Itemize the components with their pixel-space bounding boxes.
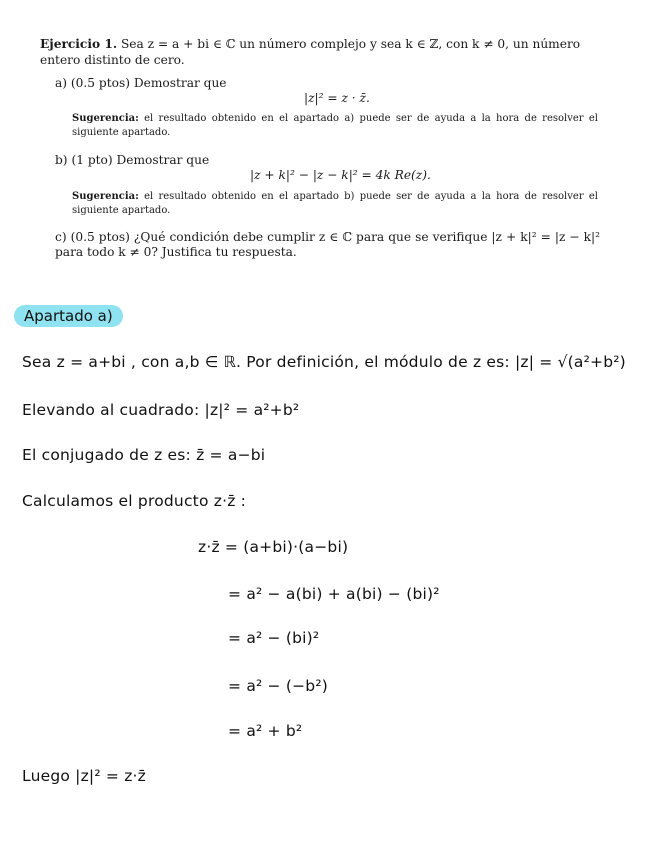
item-b xyxy=(55,153,209,168)
item-a-formula: |z|² = z · z̄. xyxy=(304,91,370,105)
hint-a-text: el resultado obtenido en el apartado a) puede ser de ayuda a la hora de resolver el siguiente apartado. xyxy=(72,113,598,138)
step-4: = a² − (−b²) xyxy=(228,677,329,695)
step-2: = a² − a(bi) + a(bi) − (bi)² xyxy=(228,585,440,603)
item-a xyxy=(55,76,227,91)
step-1: z·z̄ = (a+bi)·(a−bi) xyxy=(198,538,349,556)
step-3: = a² − (bi)² xyxy=(228,629,320,647)
item-a-label: a) xyxy=(55,76,68,90)
item-c-label: c) xyxy=(55,230,67,244)
item-a-text: (0.5 ptos) Demostrar que xyxy=(70,76,227,90)
solution-line-3: El conjugado de z es: z̄ = a−bi xyxy=(22,446,266,464)
exercise-title: Ejercicio 1. xyxy=(40,37,118,51)
hint-b xyxy=(72,190,598,218)
hint-a-label: Sugerencia: xyxy=(72,113,139,124)
hint-a xyxy=(72,112,598,140)
solution-line-1: Sea z = a+bi , con a,b ∈ ℝ. Por definición, el módulo de z es: |z| = √(a²+b²) xyxy=(22,353,626,371)
step-5: = a² + b² xyxy=(228,722,303,740)
section-title-highlight: Apartado a) xyxy=(14,305,123,327)
item-b-formula: |z + k|² − |z − k|² = 4k Re(z). xyxy=(250,168,431,182)
item-b-label: b) xyxy=(55,153,68,167)
solution-line-2: Elevando al cuadrado: |z|² = a²+b² xyxy=(22,401,300,419)
solution-line-4: Calculamos el producto z·z̄ : xyxy=(22,492,247,510)
hint-b-label: Sugerencia: xyxy=(72,191,139,202)
item-c-text: (0.5 ptos) ¿Qué condición debe cumplir z ∈ ℂ para que se verifique |z + k|² = |z − k|² para todo k ≠ 0? Justifica tu respuesta. xyxy=(55,230,601,259)
conclusion-line: Luego |z|² = z·z̄ xyxy=(22,767,147,785)
hint-b-text: el resultado obtenido en el apartado b) puede ser de ayuda a la hora de resolver el siguiente apartado. xyxy=(72,191,598,216)
item-c xyxy=(55,230,600,260)
exercise-text: Sea z = a + bi ∈ ℂ un número complejo y sea k ∈ ℤ, con k ≠ 0, un número entero distinto de cero. xyxy=(40,37,581,67)
exercise-statement xyxy=(40,37,605,68)
item-b-text: (1 pto) Demostrar que xyxy=(71,153,210,167)
